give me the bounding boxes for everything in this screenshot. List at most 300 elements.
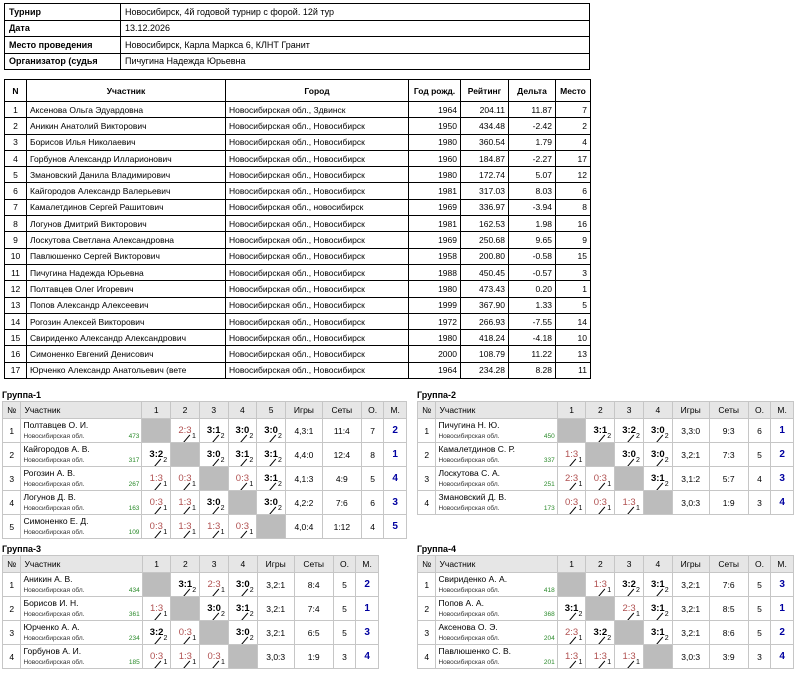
participant-region (438, 479, 554, 490)
self-cell (199, 467, 228, 491)
sets-record: 7:6 (709, 573, 748, 597)
match-score: 3:0 (264, 424, 278, 436)
match-cell (557, 491, 586, 515)
match-cell (643, 467, 672, 491)
participant-region (23, 431, 139, 442)
table-row (5, 297, 591, 313)
participant-rating: 434 (128, 586, 140, 594)
group-1 (2, 389, 407, 539)
sets-record: 6:5 (294, 621, 333, 645)
participant-name: Горбунов Александр Илларионович (27, 150, 226, 166)
participant-cell (21, 645, 142, 669)
games-record: 4,4:0 (285, 443, 322, 467)
header-opponent: 3 (615, 556, 644, 573)
row-number: 8 (5, 216, 27, 232)
sets-record: 7:3 (709, 443, 748, 467)
match-points: 1 (607, 481, 612, 488)
header-games: Игры (672, 556, 709, 573)
match-points: 2 (249, 611, 254, 618)
match-cell (557, 467, 586, 491)
city: Новосибирская обл., Новосибирск (226, 167, 409, 183)
place-value: 4 (364, 651, 370, 662)
row-number: 1 (5, 102, 27, 118)
place-value: 2 (779, 627, 785, 638)
row-number: 2 (3, 597, 21, 621)
participant-region (438, 431, 554, 442)
rating: 367.90 (461, 297, 509, 313)
group-place (771, 467, 794, 491)
region-text: Новосибирская обл. (23, 610, 85, 618)
match-score: 3:0 (206, 496, 221, 508)
match-points: 1 (578, 481, 583, 488)
row-number: 2 (5, 118, 27, 134)
participant-cell (21, 515, 142, 539)
city: Новосибирская обл., Новосибирск (226, 281, 409, 297)
place-value: 2 (779, 449, 785, 460)
table-row (3, 621, 379, 645)
match-points: 2 (607, 433, 612, 440)
delta: 5.07 (509, 167, 556, 183)
header-participant: Участник (436, 556, 557, 573)
place: 4 (556, 134, 591, 150)
match-cell (257, 419, 286, 443)
region-text: Новосибирская обл. (23, 528, 85, 536)
group-place (384, 467, 407, 491)
participant-region (23, 585, 139, 596)
sets-record: 9:3 (709, 419, 748, 443)
group-place (356, 645, 379, 669)
match-points: 2 (664, 481, 669, 488)
self-cell (557, 419, 586, 443)
table-row (5, 248, 591, 264)
self-cell (643, 645, 672, 669)
match-points: 1 (607, 659, 612, 666)
match-points: 2 (249, 457, 254, 464)
participant-cell (436, 443, 557, 467)
match-score: 1:3 (149, 602, 164, 614)
match-score: 0:3 (149, 650, 164, 662)
region-text: Новосибирская обл. (438, 586, 500, 594)
points: 5 (333, 621, 356, 645)
sets-record: 7:6 (322, 491, 361, 515)
place-value: 1 (779, 425, 785, 436)
participants-table (4, 79, 591, 379)
place: 15 (556, 248, 591, 264)
games-record: 3,1:2 (672, 467, 709, 491)
participant-name: Попов Александр Алексеевич (27, 297, 226, 313)
participant-rating: 317 (128, 456, 140, 464)
match-score: 3:0 (235, 626, 250, 638)
match-score: 1:3 (564, 448, 579, 460)
row-number: 1 (418, 573, 436, 597)
participant-name: Кайгородов А. В. (23, 443, 90, 454)
table-row (5, 362, 591, 378)
region-text: Новосибирская обл. (23, 480, 85, 488)
match-cell (643, 443, 672, 467)
self-cell (228, 645, 257, 669)
participant-name: Павлюшенко Сергей Викторович (27, 248, 226, 264)
match-cell (228, 443, 257, 467)
match-score: 1:3 (178, 650, 192, 662)
match-cell (171, 645, 200, 669)
participant-region (23, 633, 139, 644)
participant-name: Аксенова Ольга Эдуардовна (27, 102, 226, 118)
info-row (5, 37, 590, 54)
row-number: 16 (5, 346, 27, 362)
info-label: Дата (5, 20, 121, 37)
match-points: 2 (607, 635, 612, 642)
match-cell (586, 621, 615, 645)
row-number: 12 (5, 281, 27, 297)
match-points: 1 (636, 505, 640, 512)
match-points: 2 (220, 457, 225, 464)
games-record: 4,1:3 (285, 467, 322, 491)
header-participant: Участник (21, 402, 142, 419)
info-row (5, 20, 590, 37)
participant-name: Лоскутова Светлана Александровна (27, 232, 226, 248)
match-points: 1 (163, 529, 168, 536)
match-score: 3:1 (650, 472, 665, 484)
sets-record: 8:6 (709, 621, 748, 645)
points: 3 (748, 645, 771, 669)
group-place (356, 621, 379, 645)
match-score: 3:1 (206, 424, 221, 436)
group-title: Группа-3 (2, 544, 42, 554)
match-score: 3:0 (235, 424, 250, 436)
match-cell (615, 443, 644, 467)
participant-rating: 450 (543, 432, 555, 440)
region-text: Новосибирская обл. (438, 504, 500, 512)
row-number: 4 (3, 491, 21, 515)
participant-region (23, 657, 139, 668)
column-header: Дельта (509, 80, 556, 102)
match-points: 2 (636, 433, 640, 440)
match-score: 1:3 (207, 520, 221, 532)
match-points: 1 (163, 659, 168, 666)
match-score: 0:3 (207, 650, 221, 662)
group-header-row (418, 556, 794, 573)
table-row (5, 150, 591, 166)
birth-year: 1950 (409, 118, 461, 134)
place: 16 (556, 216, 591, 232)
participant-name: Аникин Анатолий Викторович (27, 118, 226, 134)
participant-cell (436, 645, 557, 669)
header-games: Игры (285, 402, 322, 419)
participant-name: Борисов И. Н. (23, 597, 79, 608)
table-row (5, 134, 591, 150)
participant-rating: 163 (128, 504, 140, 512)
match-cell (228, 597, 257, 621)
header-points: О. (333, 556, 356, 573)
table-row (3, 645, 379, 669)
match-score: 0:3 (593, 496, 607, 508)
participant-rating: 361 (128, 610, 140, 618)
participant-cell (21, 621, 142, 645)
birth-year: 1980 (409, 167, 461, 183)
participant-rating: 173 (543, 504, 555, 512)
match-score: 0:3 (178, 626, 192, 638)
table-row (3, 573, 379, 597)
city: Новосибирская обл., Новосибирск (226, 134, 409, 150)
header-opponent: 1 (142, 402, 171, 419)
participant-name: Лоскутова С. А. (438, 467, 501, 478)
match-cell (643, 419, 672, 443)
match-cell (615, 597, 644, 621)
points: 5 (748, 597, 771, 621)
match-points: 1 (220, 529, 225, 536)
row-number: 1 (418, 419, 436, 443)
place: 17 (556, 150, 591, 166)
participant-cell (436, 573, 557, 597)
games-record: 4,2:2 (285, 491, 322, 515)
sets-record: 1:9 (294, 645, 333, 669)
group-4 (417, 543, 794, 669)
row-number: 5 (3, 515, 21, 539)
match-points: 1 (163, 505, 168, 512)
match-score: 0:3 (235, 472, 249, 484)
match-points: 1 (163, 611, 168, 618)
match-points: 1 (578, 635, 583, 642)
self-cell (586, 443, 615, 467)
row-number: 3 (418, 467, 436, 491)
delta: 11.87 (509, 102, 556, 118)
participant-name: Кайгородов Александр Валерьевич (27, 183, 226, 199)
match-cell (615, 645, 644, 669)
delta: -3.94 (509, 199, 556, 215)
match-points: 1 (192, 659, 197, 666)
header-number: № (3, 556, 21, 573)
match-score: 0:3 (178, 472, 192, 484)
match-points: 1 (636, 659, 640, 666)
group-header-row (3, 402, 407, 419)
rating: 250.68 (461, 232, 509, 248)
participant-name: Юрченко Александр Анатольевич (вете (27, 362, 226, 378)
column-header: Год рожд. (409, 80, 461, 102)
match-cell (199, 419, 228, 443)
birth-year: 1960 (409, 150, 461, 166)
match-cell (557, 621, 586, 645)
participant-region (23, 503, 139, 514)
games-record: 4,3:1 (285, 419, 322, 443)
participant-name: Борисов Илья Николаевич (27, 134, 226, 150)
games-record: 3,2:1 (672, 621, 709, 645)
delta: 8.03 (509, 183, 556, 199)
birth-year: 1958 (409, 248, 461, 264)
match-cell (228, 419, 257, 443)
place-value: 3 (779, 473, 785, 484)
row-number: 7 (5, 199, 27, 215)
points: 7 (361, 419, 384, 443)
row-number: 3 (418, 621, 436, 645)
header-opponent: 1 (142, 556, 171, 573)
match-points: 1 (249, 529, 254, 536)
place-value: 3 (779, 579, 785, 590)
match-score: 3:1 (264, 472, 278, 484)
participant-rating: 234 (128, 634, 140, 642)
place-value: 4 (779, 651, 785, 662)
match-score: 3:2 (593, 626, 608, 638)
points: 5 (333, 573, 356, 597)
table-row (418, 621, 794, 645)
header-opponent: 1 (557, 556, 586, 573)
place-value: 4 (779, 497, 785, 508)
header-opponent: 2 (586, 556, 615, 573)
place-value: 5 (392, 521, 398, 532)
info-label: Организатор (судья (5, 53, 121, 70)
birth-year: 2000 (409, 346, 461, 362)
row-number: 3 (3, 467, 21, 491)
table-row (3, 597, 379, 621)
match-cell (142, 515, 171, 539)
match-points: 2 (664, 611, 669, 618)
info-value: Новосибирск, Карла Маркса 6, КЛНТ Гранит (121, 37, 590, 54)
match-cell (257, 491, 286, 515)
header-number: № (418, 556, 436, 573)
delta: -4.18 (509, 330, 556, 346)
column-header: N (5, 80, 27, 102)
info-value: Новосибирск, 4й годовой турнир с форой. 12й тур (121, 4, 590, 21)
participant-cell (436, 419, 557, 443)
self-cell (171, 597, 200, 621)
match-cell (557, 645, 586, 669)
points: 6 (361, 491, 384, 515)
city: Новосибирская обл., Новосибирск (226, 248, 409, 264)
table-row (418, 419, 794, 443)
table-row (3, 443, 407, 467)
sets-record: 3:9 (709, 645, 748, 669)
self-cell (557, 573, 586, 597)
row-number: 14 (5, 313, 27, 329)
participant-name: Камалетдинов Сергей Рашитович (27, 199, 226, 215)
points: 5 (333, 597, 356, 621)
region-text: Новосибирская обл. (23, 504, 85, 512)
place-value: 2 (392, 425, 398, 436)
participant-cell (436, 597, 557, 621)
place-value: 1 (392, 449, 398, 460)
participant-name: Симоненко Е. Д. (23, 515, 89, 526)
row-number: 1 (3, 573, 21, 597)
match-cell (586, 419, 615, 443)
match-cell (257, 443, 286, 467)
city: Новосибирская обл., новосибирск (226, 199, 409, 215)
place-value: 1 (364, 603, 370, 614)
participant-region (438, 455, 554, 466)
header-opponent: 4 (643, 556, 672, 573)
info-label: Место проведения (5, 37, 121, 54)
sets-record: 8:5 (709, 597, 748, 621)
participant-cell (436, 621, 557, 645)
table-row (3, 515, 407, 539)
participant-name: Свириденко А. А. (438, 573, 508, 584)
delta: 11.22 (509, 346, 556, 362)
region-text: Новосибирская обл. (23, 432, 85, 440)
header-points: О. (748, 556, 771, 573)
match-cell (142, 645, 171, 669)
group-place (771, 645, 794, 669)
delta: 8.28 (509, 362, 556, 378)
match-score: 3:1 (178, 578, 193, 590)
group-place (771, 621, 794, 645)
birth-year: 1964 (409, 362, 461, 378)
header-opponent: 3 (200, 556, 229, 573)
participant-name: Попов А. А. (438, 597, 484, 608)
sets-record: 1:12 (322, 515, 361, 539)
match-points: 1 (607, 505, 612, 512)
row-number: 10 (5, 248, 27, 264)
column-header: Город (226, 80, 409, 102)
rating: 450.45 (461, 264, 509, 280)
self-cell (257, 515, 286, 539)
match-points: 1 (578, 505, 583, 512)
match-cell (643, 621, 672, 645)
group-header-row (418, 402, 794, 419)
participant-rating: 204 (543, 634, 555, 642)
delta: -0.57 (509, 264, 556, 280)
rating: 336.97 (461, 199, 509, 215)
rating: 184.87 (461, 150, 509, 166)
table-row (5, 216, 591, 232)
rating: 200.80 (461, 248, 509, 264)
match-cell (228, 515, 257, 539)
participant-name: Камалетдинов С. Р. (438, 443, 516, 454)
row-number: 2 (418, 597, 436, 621)
games-record: 3,0:3 (257, 645, 294, 669)
table-row (418, 491, 794, 515)
place: 12 (556, 167, 591, 183)
match-cell (586, 491, 615, 515)
place-value: 2 (364, 579, 370, 590)
participant-rating: 185 (128, 658, 140, 666)
sets-record: 5:7 (709, 467, 748, 491)
delta: -7.55 (509, 313, 556, 329)
match-score: 2:3 (207, 578, 221, 590)
table-row (418, 573, 794, 597)
birth-year: 1980 (409, 281, 461, 297)
place: 2 (556, 118, 591, 134)
match-points: 2 (249, 635, 254, 642)
match-cell (586, 645, 615, 669)
participant-name: Горбунов А. И. (23, 645, 82, 656)
delta: 9.65 (509, 232, 556, 248)
table-row (5, 264, 591, 280)
city: Новосибирская обл., Новосибирск (226, 150, 409, 166)
place: 11 (556, 362, 591, 378)
participant-cell (436, 491, 557, 515)
group-table (417, 555, 794, 669)
column-header: Рейтинг (461, 80, 509, 102)
participant-name: Свириденко Александр Александрович (27, 330, 226, 346)
match-score: 0:3 (149, 520, 163, 532)
match-points: 2 (249, 433, 254, 440)
place-value: 1 (779, 603, 785, 614)
match-cell (142, 491, 171, 515)
group-table (2, 555, 379, 669)
points: 4 (748, 467, 771, 491)
group-table (417, 401, 794, 515)
table-row (5, 346, 591, 362)
row-number: 2 (418, 443, 436, 467)
sets-record: 12:4 (322, 443, 361, 467)
group-place (356, 573, 379, 597)
birth-year: 1980 (409, 330, 461, 346)
group-title: Группа-1 (2, 390, 42, 400)
header-place: М. (771, 556, 794, 573)
participant-rating: 368 (543, 610, 555, 618)
match-score: 3:1 (564, 602, 579, 614)
match-score: 3:2 (149, 448, 164, 460)
match-score: 3:1 (650, 578, 665, 590)
group-place (384, 419, 407, 443)
